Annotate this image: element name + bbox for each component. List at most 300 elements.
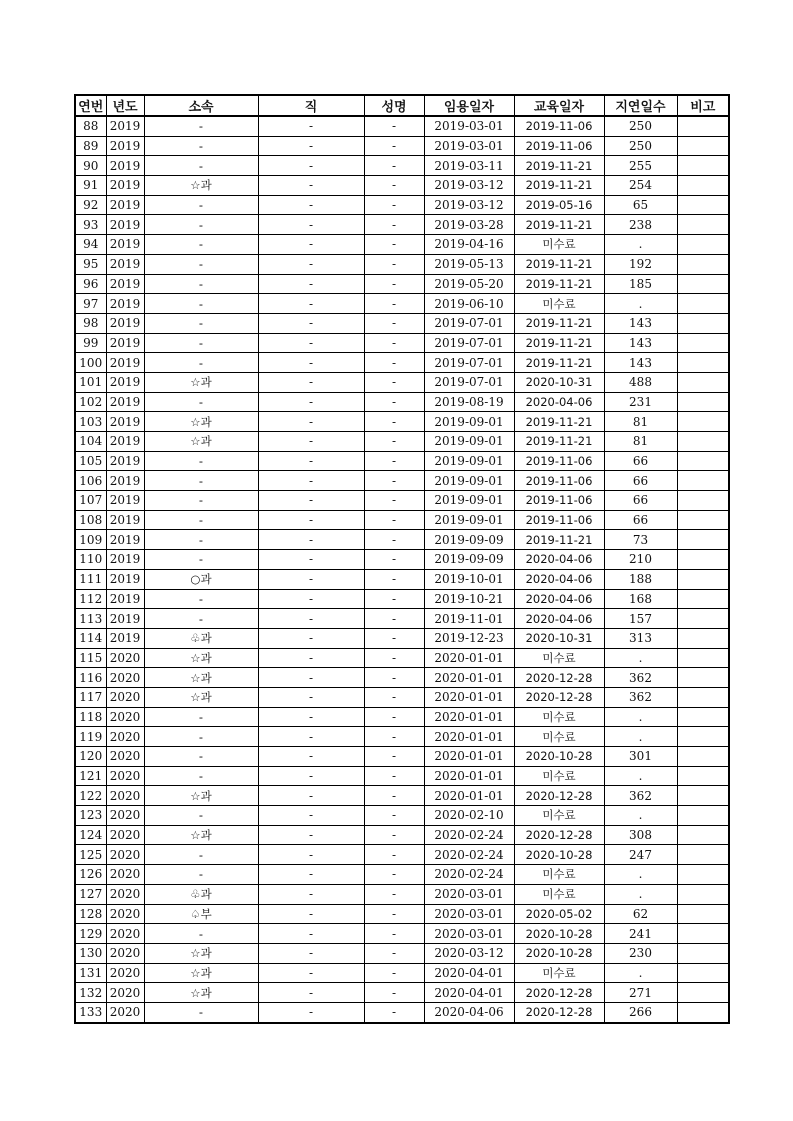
appointment-date-cell: 2020-01-01 [424,747,514,767]
name-cell: - [364,727,424,747]
remarks-cell [677,963,729,983]
serial-no-cell: 107 [75,491,106,511]
remarks-cell [677,884,729,904]
department-cell: - [144,274,258,294]
table-row [75,589,729,609]
name-cell: - [364,294,424,314]
position-cell: - [258,904,364,924]
training-date-cell: 2019-11-21 [514,432,604,452]
serial-no-cell: 126 [75,865,106,885]
name-cell: - [364,1002,424,1022]
table-row [75,865,729,885]
name-cell: - [364,215,424,235]
training-delay-table [74,94,730,1024]
training-date-cell: 2020-05-02 [514,904,604,924]
delay-days-cell: 250 [604,136,677,156]
appointment-date-cell: 2019-04-16 [424,235,514,255]
remarks-cell [677,983,729,1003]
department-cell: ☆과 [144,372,258,392]
year-cell: 2020 [106,963,144,983]
appointment-date-cell: 2020-01-01 [424,766,514,786]
remarks-cell [677,865,729,885]
training-date-cell: 2020-04-06 [514,589,604,609]
delay-days-cell: 143 [604,313,677,333]
department-cell: ☆과 [144,983,258,1003]
table-row [75,372,729,392]
department-cell: ☆과 [144,432,258,452]
serial-no-cell: 98 [75,313,106,333]
training-date-cell: 2020-10-28 [514,924,604,944]
delay-days-cell: 250 [604,116,677,136]
serial-no-cell: 92 [75,195,106,215]
header-year: 년도 [106,95,144,116]
name-cell: - [364,254,424,274]
delay-days-cell: 241 [604,924,677,944]
serial-no-cell: 133 [75,1002,106,1022]
remarks-cell [677,550,729,570]
serial-no-cell: 104 [75,432,106,452]
position-cell: - [258,392,364,412]
delay-days-cell: . [604,235,677,255]
name-cell: - [364,707,424,727]
serial-no-cell: 124 [75,825,106,845]
table-row [75,609,729,629]
table-row [75,569,729,589]
remarks-cell [677,707,729,727]
training-date-cell: 미수료 [514,806,604,826]
department-cell: ☆과 [144,648,258,668]
position-cell: - [258,609,364,629]
name-cell: - [364,668,424,688]
table-row [75,786,729,806]
training-date-cell: 2020-10-28 [514,845,604,865]
department-cell: - [144,1002,258,1022]
name-cell: - [364,786,424,806]
table-row [75,687,729,707]
position-cell: - [258,451,364,471]
delay-days-cell: . [604,865,677,885]
name-cell: - [364,156,424,176]
remarks-cell [677,747,729,767]
position-cell: - [258,668,364,688]
name-cell: - [364,825,424,845]
appointment-date-cell: 2019-09-01 [424,491,514,511]
remarks-cell [677,392,729,412]
delay-days-cell: 66 [604,471,677,491]
delay-days-cell: . [604,707,677,727]
serial-no-cell: 102 [75,392,106,412]
remarks-cell [677,1002,729,1022]
delay-days-cell: 66 [604,491,677,511]
serial-no-cell: 109 [75,530,106,550]
department-cell: - [144,313,258,333]
name-cell: - [364,491,424,511]
position-cell: - [258,432,364,452]
remarks-cell [677,372,729,392]
appointment-date-cell: 2020-01-01 [424,648,514,668]
department-cell: ☆과 [144,687,258,707]
position-cell: - [258,156,364,176]
delay-days-cell: . [604,294,677,314]
table-row [75,471,729,491]
table-row [75,747,729,767]
delay-days-cell: 66 [604,510,677,530]
year-cell: 2019 [106,313,144,333]
delay-days-cell: 188 [604,569,677,589]
year-cell: 2020 [106,747,144,767]
year-cell: 2019 [106,372,144,392]
delay-days-cell: 157 [604,609,677,629]
serial-no-cell: 121 [75,766,106,786]
appointment-date-cell: 2019-09-09 [424,530,514,550]
remarks-cell [677,195,729,215]
table-row [75,943,729,963]
department-cell: - [144,156,258,176]
table-row [75,432,729,452]
name-cell: - [364,943,424,963]
header-training-date: 교육일자 [514,95,604,116]
name-cell: - [364,392,424,412]
remarks-cell [677,313,729,333]
department-cell: ♧과 [144,628,258,648]
delay-days-cell: 488 [604,372,677,392]
name-cell: - [364,195,424,215]
delay-days-cell: 254 [604,176,677,196]
name-cell: - [364,550,424,570]
serial-no-cell: 123 [75,806,106,826]
appointment-date-cell: 2020-01-01 [424,707,514,727]
training-date-cell: 2019-11-06 [514,116,604,136]
name-cell: - [364,235,424,255]
appointment-date-cell: 2019-03-01 [424,136,514,156]
position-cell: - [258,313,364,333]
name-cell: - [364,333,424,353]
table-header [75,95,729,116]
remarks-cell [677,136,729,156]
training-date-cell: 2020-12-28 [514,825,604,845]
appointment-date-cell: 2019-09-01 [424,471,514,491]
serial-no-cell: 106 [75,471,106,491]
serial-no-cell: 105 [75,451,106,471]
training-date-cell: 미수료 [514,884,604,904]
year-cell: 2019 [106,195,144,215]
department-cell: - [144,215,258,235]
remarks-cell [677,943,729,963]
name-cell: - [364,471,424,491]
year-cell: 2019 [106,451,144,471]
training-date-cell: 미수료 [514,707,604,727]
name-cell: - [364,274,424,294]
remarks-cell [677,668,729,688]
appointment-date-cell: 2019-03-12 [424,176,514,196]
year-cell: 2020 [106,727,144,747]
delay-days-cell: 362 [604,668,677,688]
name-cell: - [364,451,424,471]
header-remarks: 비고 [677,95,729,116]
position-cell: - [258,786,364,806]
department-cell: - [144,136,258,156]
training-date-cell: 2020-10-31 [514,372,604,392]
delay-days-cell: 65 [604,195,677,215]
year-cell: 2020 [106,687,144,707]
table-row [75,353,729,373]
delay-days-cell: . [604,884,677,904]
department-cell: ☆과 [144,786,258,806]
delay-days-cell: 362 [604,786,677,806]
year-cell: 2020 [106,806,144,826]
appointment-date-cell: 2020-02-24 [424,825,514,845]
name-cell: - [364,845,424,865]
table-row [75,825,729,845]
position-cell: - [258,274,364,294]
year-cell: 2019 [106,156,144,176]
appointment-date-cell: 2020-02-24 [424,845,514,865]
position-cell: - [258,648,364,668]
table-row [75,766,729,786]
position-cell: - [258,215,364,235]
delay-days-cell: 66 [604,451,677,471]
remarks-cell [677,116,729,136]
position-cell: - [258,353,364,373]
remarks-cell [677,924,729,944]
appointment-date-cell: 2019-08-19 [424,392,514,412]
appointment-date-cell: 2019-07-01 [424,353,514,373]
remarks-cell [677,176,729,196]
remarks-cell [677,156,729,176]
delay-days-cell: 62 [604,904,677,924]
training-date-cell: 2019-11-06 [514,136,604,156]
training-date-cell: 미수료 [514,963,604,983]
training-date-cell: 2019-11-21 [514,254,604,274]
position-cell: - [258,943,364,963]
table-body [75,116,729,1023]
training-date-cell: 2020-12-28 [514,1002,604,1022]
name-cell: - [364,432,424,452]
remarks-cell [677,589,729,609]
appointment-date-cell: 2019-09-01 [424,510,514,530]
appointment-date-cell: 2019-11-01 [424,609,514,629]
training-date-cell: 2019-11-06 [514,471,604,491]
position-cell: - [258,510,364,530]
appointment-date-cell: 2019-03-12 [424,195,514,215]
appointment-date-cell: 2020-03-01 [424,924,514,944]
year-cell: 2019 [106,294,144,314]
table-row [75,924,729,944]
training-date-cell: 2019-11-21 [514,412,604,432]
department-cell: - [144,609,258,629]
table-row [75,451,729,471]
remarks-cell [677,254,729,274]
table-row [75,156,729,176]
name-cell: - [364,353,424,373]
training-date-cell: 2019-11-21 [514,274,604,294]
appointment-date-cell: 2020-04-06 [424,1002,514,1022]
year-cell: 2020 [106,943,144,963]
position-cell: - [258,983,364,1003]
position-cell: - [258,766,364,786]
training-date-cell: 2019-11-06 [514,491,604,511]
position-cell: - [258,530,364,550]
delay-days-cell: 143 [604,333,677,353]
serial-no-cell: 90 [75,156,106,176]
remarks-cell [677,845,729,865]
serial-no-cell: 129 [75,924,106,944]
position-cell: - [258,471,364,491]
position-cell: - [258,412,364,432]
serial-no-cell: 110 [75,550,106,570]
appointment-date-cell: 2019-03-01 [424,116,514,136]
year-cell: 2019 [106,392,144,412]
header-position: 직 [258,95,364,116]
remarks-cell [677,274,729,294]
position-cell: - [258,687,364,707]
training-date-cell: 미수료 [514,235,604,255]
year-cell: 2020 [106,983,144,1003]
department-cell: ☆과 [144,943,258,963]
appointment-date-cell: 2019-09-01 [424,432,514,452]
department-cell: - [144,806,258,826]
year-cell: 2019 [106,116,144,136]
table-row [75,845,729,865]
remarks-cell [677,294,729,314]
table-row [75,294,729,314]
serial-no-cell: 118 [75,707,106,727]
delay-days-cell: 271 [604,983,677,1003]
training-date-cell: 2020-04-06 [514,609,604,629]
remarks-cell [677,609,729,629]
department-cell: - [144,333,258,353]
year-cell: 2020 [106,766,144,786]
training-date-cell: 2019-11-21 [514,353,604,373]
name-cell: - [364,747,424,767]
serial-no-cell: 96 [75,274,106,294]
serial-no-cell: 113 [75,609,106,629]
department-cell: - [144,550,258,570]
appointment-date-cell: 2019-07-01 [424,333,514,353]
serial-no-cell: 103 [75,412,106,432]
serial-no-cell: 114 [75,628,106,648]
delay-days-cell: 308 [604,825,677,845]
appointment-date-cell: 2020-04-01 [424,963,514,983]
table-row [75,392,729,412]
position-cell: - [258,963,364,983]
appointment-date-cell: 2019-12-23 [424,628,514,648]
position-cell: - [258,333,364,353]
serial-no-cell: 120 [75,747,106,767]
name-cell: - [364,510,424,530]
appointment-date-cell: 2019-05-13 [424,254,514,274]
appointment-date-cell: 2019-10-01 [424,569,514,589]
department-cell: ☆과 [144,668,258,688]
remarks-cell [677,530,729,550]
department-cell: - [144,589,258,609]
serial-no-cell: 100 [75,353,106,373]
table-row [75,628,729,648]
table-row [75,510,729,530]
department-cell: ○과 [144,569,258,589]
name-cell: - [364,569,424,589]
year-cell: 2019 [106,432,144,452]
serial-no-cell: 127 [75,884,106,904]
remarks-cell [677,766,729,786]
year-cell: 2020 [106,707,144,727]
year-cell: 2019 [106,471,144,491]
remarks-cell [677,333,729,353]
delay-days-cell: 301 [604,747,677,767]
delay-days-cell: 230 [604,943,677,963]
remarks-cell [677,904,729,924]
department-cell: - [144,491,258,511]
training-date-cell: 미수료 [514,865,604,885]
year-cell: 2019 [106,176,144,196]
serial-no-cell: 95 [75,254,106,274]
name-cell: - [364,609,424,629]
appointment-date-cell: 2020-02-24 [424,865,514,885]
position-cell: - [258,550,364,570]
name-cell: - [364,904,424,924]
position-cell: - [258,628,364,648]
appointment-date-cell: 2019-09-09 [424,550,514,570]
training-date-cell: 미수료 [514,294,604,314]
department-cell: ☆과 [144,963,258,983]
remarks-cell [677,432,729,452]
delay-days-cell: . [604,766,677,786]
department-cell: - [144,353,258,373]
department-cell: - [144,235,258,255]
name-cell: - [364,589,424,609]
training-date-cell: 2019-11-21 [514,530,604,550]
department-cell: - [144,747,258,767]
position-cell: - [258,727,364,747]
delay-days-cell: 143 [604,353,677,373]
name-cell: - [364,136,424,156]
remarks-cell [677,491,729,511]
delay-days-cell: 266 [604,1002,677,1022]
training-date-cell: 미수료 [514,766,604,786]
remarks-cell [677,806,729,826]
table-row [75,313,729,333]
department-cell: ☆과 [144,176,258,196]
year-cell: 2019 [106,254,144,274]
appointment-date-cell: 2020-01-01 [424,786,514,806]
name-cell: - [364,766,424,786]
table-row [75,215,729,235]
delay-days-cell: 231 [604,392,677,412]
position-cell: - [258,1002,364,1022]
position-cell: - [258,845,364,865]
serial-no-cell: 132 [75,983,106,1003]
appointment-date-cell: 2020-01-01 [424,687,514,707]
appointment-date-cell: 2020-03-01 [424,884,514,904]
department-cell: - [144,530,258,550]
delay-days-cell: 168 [604,589,677,609]
department-cell: - [144,294,258,314]
remarks-cell [677,235,729,255]
training-date-cell: 2019-11-06 [514,510,604,530]
appointment-date-cell: 2020-03-01 [424,904,514,924]
table-row [75,648,729,668]
position-cell: - [258,865,364,885]
year-cell: 2019 [106,353,144,373]
department-cell: - [144,451,258,471]
training-date-cell: 2019-11-21 [514,215,604,235]
name-cell: - [364,116,424,136]
remarks-cell [677,687,729,707]
department-cell: - [144,727,258,747]
department-cell: ♧과 [144,884,258,904]
table-row [75,550,729,570]
table-row [75,963,729,983]
